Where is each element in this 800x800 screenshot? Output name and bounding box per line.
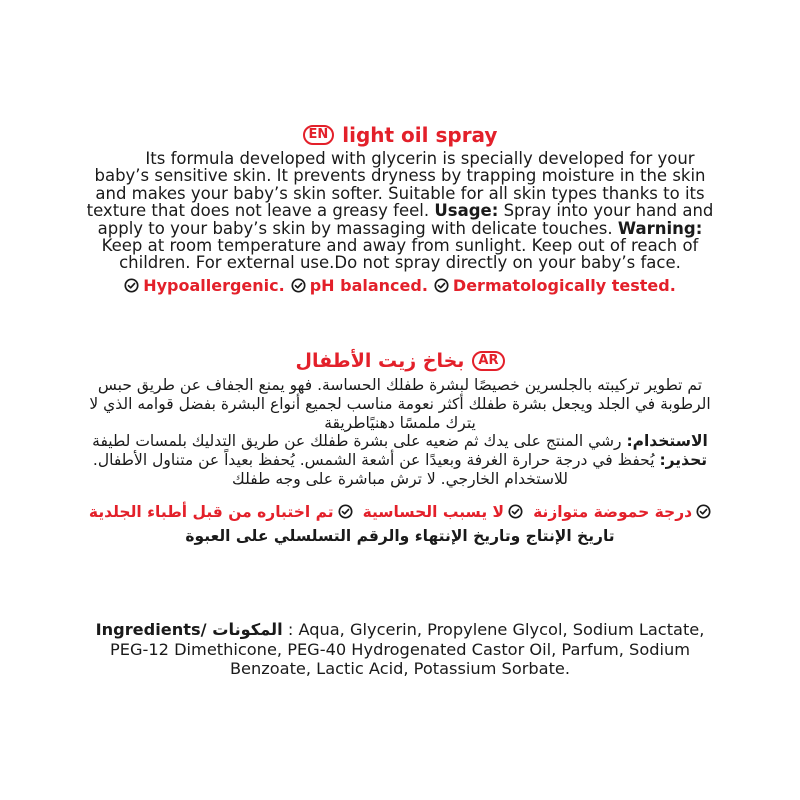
arabic-description	[84, 376, 716, 489]
check-circle-icon	[124, 278, 139, 293]
check-circle-icon	[291, 278, 306, 293]
en-warning-label: Warning:	[617, 218, 703, 238]
check-circle-icon	[338, 504, 353, 519]
claim-label: لا يسبب الحساسية	[362, 502, 505, 521]
en-usage-label: Usage:	[434, 201, 499, 221]
claim-hypoallergenic-ar	[363, 503, 524, 521]
ar-warning-line	[84, 451, 716, 489]
claim-label: درجة حموضة متوازنة	[533, 502, 693, 521]
en-warning-text: Keep at room temperature and away from sunlight. Keep out of reach of children. For external use.Do not spray directly on your baby’s face.	[101, 236, 699, 273]
date-serial-note: تاريخ الإنتاج وتاريخ الإنتهاء والرقم التسلسلي على العبوة	[185, 526, 615, 545]
check-circle-icon	[508, 504, 523, 519]
english-section	[84, 120, 716, 295]
ar-warning-label: تحذير:	[659, 451, 708, 470]
product-title-en: light oil spray	[342, 123, 498, 147]
ar-language-badge: AR	[472, 351, 504, 371]
en-usage-text: Spray into your hand and apply to your baby’s skin by massaging with delicate touches.	[97, 201, 714, 238]
claim-dermatologically-tested-ar	[89, 503, 353, 521]
claim-label: pH balanced.	[309, 275, 428, 295]
ar-intro-text: تم تطوير تركيبته بالجلسرين خصيصًا لبشرة طفلك الحساسة. فهو يمنع الجفاف عن طريق حبس الرطوبة في الجلد ويجعل بشرة طفلك أكثر نعومة مناسب لجميع أنواع البشرة بفضل قوامه الذي لا يترك ملمسًا دهنيًاطريقة	[89, 376, 711, 432]
ar-usage-label: الاستخدام:	[626, 432, 708, 451]
english-description	[84, 150, 716, 272]
ar-usage-line	[84, 432, 716, 451]
ingredients-label: Ingredients/ المكونات	[95, 620, 283, 639]
product-title-ar: بخاخ زيت الأطفال	[295, 350, 465, 372]
ingredients-section	[84, 620, 716, 679]
ingredients-list: : Aqua, Glycerin, Propylene Glycol, Sodium Lactate, PEG-12 Dimethicone, PEG-40 Hydrogenated Castor Oil, Parfum, Sodium Benzoate, Lactic Acid, Potassium Sorbate.	[109, 620, 705, 678]
english-claims	[84, 276, 716, 295]
ar-warning-text: يُحفظ في درجة حرارة الغرفة وبعيدًا عن أشعة الشمس. يُحفظ بعيداً عن متناول الأطفال. للاستخدام الخارجي. لا ترش مباشرة على وجه طفلك	[92, 451, 655, 488]
ar-usage-text: رشي المنتج على يدك ثم ضعيه على بشرة طفلك عن طريق التدليك بلمسات لطيفة	[92, 432, 622, 451]
arabic-section	[84, 346, 716, 545]
en-language-badge: EN	[303, 125, 335, 145]
claim-label: تم اختباره من قبل أطباء الجلدية	[88, 502, 334, 521]
arabic-claims	[84, 503, 716, 521]
claim-hypoallergenic	[124, 276, 285, 295]
english-title-row	[84, 120, 716, 150]
check-circle-icon	[434, 278, 449, 293]
claim-ph-balanced	[291, 276, 428, 295]
claim-dermatologically-tested	[434, 276, 676, 295]
claim-label: Hypoallergenic.	[143, 275, 285, 295]
claim-label: Dermatologically tested.	[452, 275, 676, 295]
claim-ph-balanced-ar	[533, 503, 711, 521]
check-circle-icon	[696, 504, 711, 519]
arabic-title-row	[84, 346, 716, 376]
en-intro-text: Its formula developed with glycerin is specially developed for your baby’s sensitive skin. It prevents dryness by trapping moisture in the skin and makes your baby’s skin softer. Suitable for all skin types thanks to its texture that does not leave a greasy feel.	[86, 149, 706, 221]
